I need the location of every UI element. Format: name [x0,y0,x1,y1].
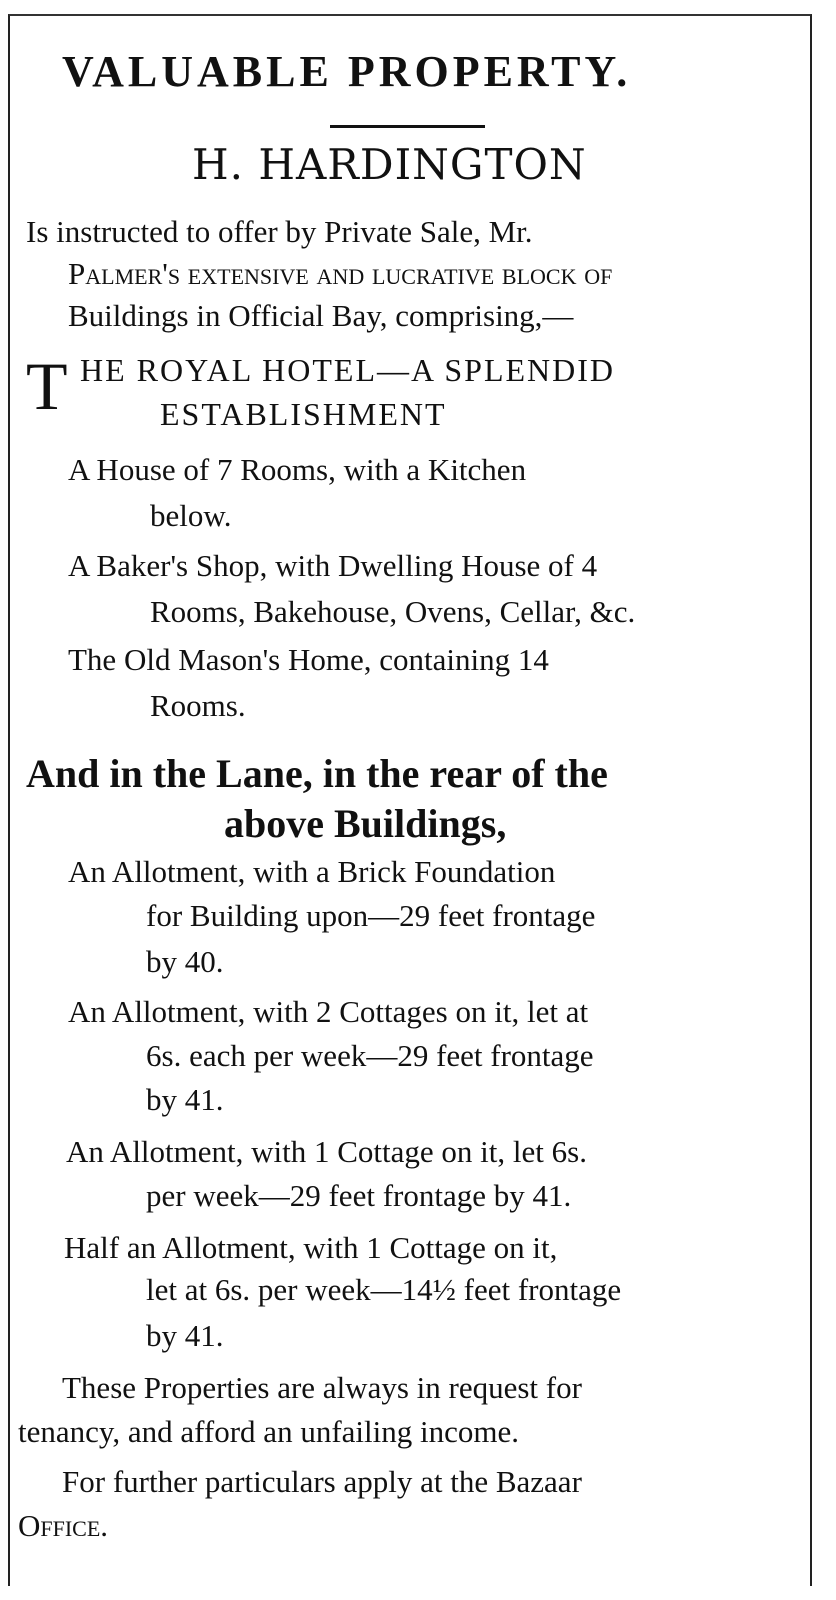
allotment-2-line-3: by 41. [146,1082,224,1117]
agent-name: H. HARDINGTON [192,140,587,189]
item-2-line-2: Rooms, Bakehouse, Ovens, Cellar, &c. [150,594,636,629]
allotment-1-line-2: for Building upon—29 feet frontage [146,898,596,933]
intro-line-3: Buildings in Official Bay, comprising,— [68,298,574,333]
allotment-3-line-1: An Allotment, with 1 Cottage on it, let 6s. [66,1134,587,1169]
lane-heading-line-1: And in the Lane, in the rear of the [26,751,608,796]
ad-title: VALUABLE PROPERTY. [62,47,632,96]
allotment-2-line-1: An Allotment, with 2 Cottages on it, let at [68,994,589,1029]
item-3-line-1: The Old Mason's Home, containing 14 [68,642,549,677]
hotel-line-2: ESTABLISHMENT [160,396,447,432]
hotel-drop-cap: T [26,348,68,424]
item-3-line-2: Rooms. [150,688,246,723]
closing-line-1: These Properties are always in request for [62,1370,582,1405]
allotment-4-line-2: let at 6s. per week—14½ feet frontage [146,1272,622,1307]
allotment-4-line-3: by 41. [146,1318,224,1353]
closing-line-2: tenancy, and afford an unfailing income. [18,1414,519,1449]
title-rule [330,125,485,128]
allotment-1-line-1: An Allotment, with a Brick Foundation [68,854,556,889]
hotel-line-1: HE ROYAL HOTEL—A SPLENDID [80,352,616,388]
allotment-4-line-1: Half an Allotment, with 1 Cottage on it, [64,1230,558,1265]
item-1-line-2: below. [150,498,232,533]
allotment-2-line-2: 6s. each per week—29 feet frontage [146,1038,594,1073]
allotment-1-line-3: by 40. [146,944,224,979]
item-2-line-1: A Baker's Shop, with Dwelling House of 4 [68,548,598,583]
lane-heading-line-2: above Buildings, [224,801,507,846]
contact-line-2: Office. [18,1508,109,1543]
contact-line-1: For further particulars apply at the Bazaar [62,1464,582,1499]
allotment-3-line-2: per week—29 feet frontage by 41. [146,1178,572,1213]
item-1-line-1: A House of 7 Rooms, with a Kitchen [68,452,527,487]
intro-line-1: Is instructed to offer by Private Sale, Mr. [26,214,533,249]
intro-line-2: Palmer's extensive and lucrative block of [68,256,613,291]
